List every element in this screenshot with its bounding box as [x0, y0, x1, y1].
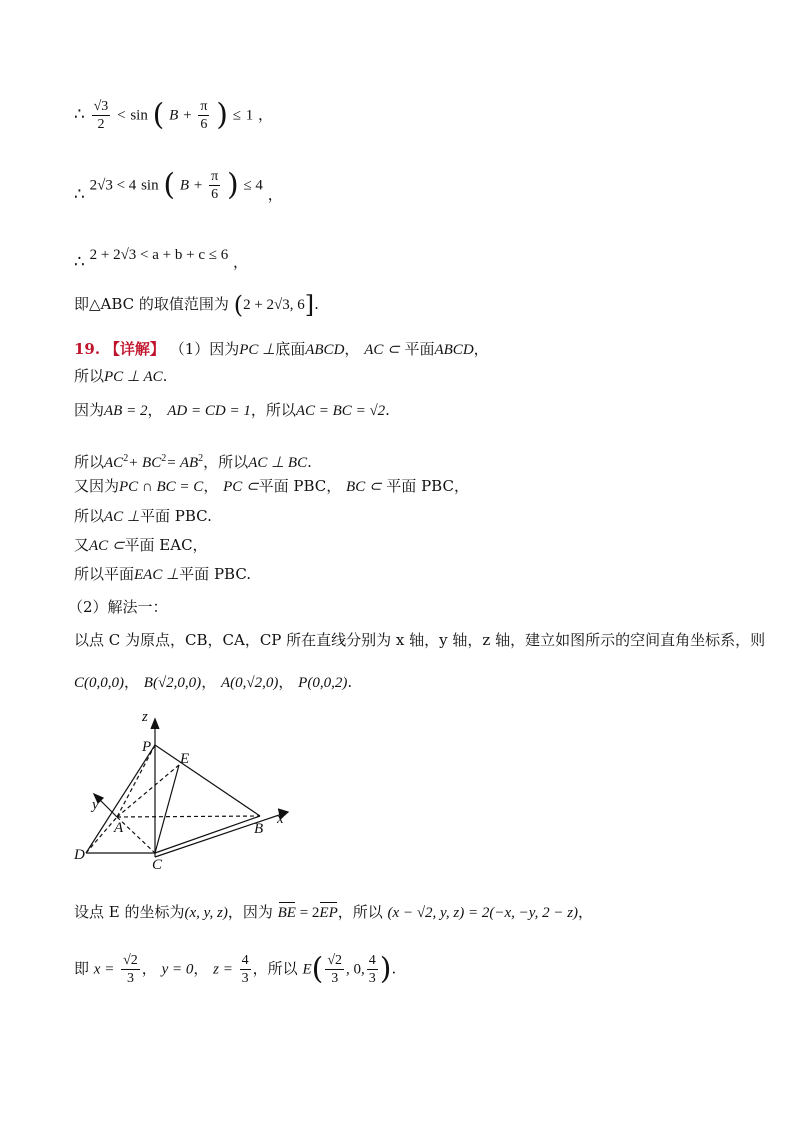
vector-BE: BE [277, 905, 296, 921]
fraction-4-over-3: $\frac{4}{3}$ [368, 953, 376, 986]
label-P: P [142, 739, 152, 755]
label-y: y [92, 797, 99, 813]
label-z: z [142, 709, 148, 725]
coordinates-line: C(0,0,0)， B(√2,0,0)， A(0,√2,0)， P(0,0,2). [74, 673, 353, 691]
label-D: D [74, 847, 85, 863]
label-E: E [180, 751, 190, 767]
question-number: 19. [74, 340, 101, 358]
fraction-sqrt2-over-3: $\frac{√2}{3}$ [327, 953, 343, 986]
point-e-solution: 即 x = $\frac{√2}{3}$ ， y = 0， z = $\frac{4}{3}$ ，所以 E( $\frac{√2}{3}$ , 0, $\frac{4}{3}$ ). [74, 951, 397, 987]
range-conclusion: 即△ABC 的取值范围为 (2 + 2√3, 6]. [74, 291, 319, 319]
therefore-symbol: ∴ [74, 104, 85, 125]
fraction-sqrt2-over-3: $\frac{√2}{3}$ [123, 953, 138, 986]
inequality-line-1: ∴ $\frac{√3}{2}$ < sin ( B + $\frac{\pi}{6}$ ) ≤ 1 ， [74, 97, 273, 133]
fraction-pi-over-6: $\frac{\pi}{6}$ [200, 99, 208, 132]
part-2-header: （2）解法一： [68, 598, 168, 616]
fraction-sqrt3-over-2: $\frac{√3}{2}$ [93, 99, 109, 132]
proof-line-intersection: 又因为PC ∩ BC = C， PC ⊂平面 PBC， BC ⊂ 平面 PBC， [74, 477, 469, 495]
proof-line-ac-in-eac: 又AC ⊂平面 EAC， [74, 536, 208, 554]
label-B: B [254, 821, 264, 837]
proof-line-pythagoras: 所以$AC^2+ BC^2= AB^2$，所以AC ⊥ BC. [74, 453, 312, 471]
inequality-line-2: ∴ 2√3 < 4 sin ( B + $\frac{\pi}{6}$ ) ≤ 4 ， [74, 167, 283, 205]
proof-line-conclusion: 所以平面EAC ⊥平面 PBC. [74, 565, 252, 583]
label-C: C [152, 857, 163, 873]
fraction-4-over-3: $\frac{4}{3}$ [241, 953, 249, 986]
proof-line-lengths: 因为AB = 2， AD = CD = 1，所以AC = BC = √2. [74, 401, 390, 419]
label-x: x [277, 811, 284, 827]
detail-tag: 【详解】 [104, 340, 165, 358]
proof-line-pc-perp-ac: 所以PC ⊥ AC. [74, 367, 168, 385]
pyramid-figure [70, 705, 330, 875]
proof-line-ac-perp-pbc: 所以AC ⊥平面 PBC. [74, 507, 212, 525]
fraction-pi-over-6: $\frac{\pi}{6}$ [211, 169, 219, 202]
label-A: A [114, 820, 124, 836]
question-19-header: 19. 【详解】 （1）因为PC ⊥底面ABCD， AC ⊂ 平面ABCD， [74, 340, 489, 358]
point-e-setup: 设点 E 的坐标为(x, y, z)，因为 BE = 2EP，所以 (x − √2, y, z) = 2(−x, −y, 2 − z)， [74, 903, 594, 921]
inequality-line-3: ∴ 2 + 2√3 < a + b + c ≤ 6 ， [74, 247, 249, 272]
coordinate-setup: 以点 C 为原点，CB，CA，CP 所在直线分别为 x 轴，y 轴，z 轴，建立如图所示的空间直角坐标系，则 [74, 631, 766, 649]
vector-EP: EP [319, 905, 338, 921]
